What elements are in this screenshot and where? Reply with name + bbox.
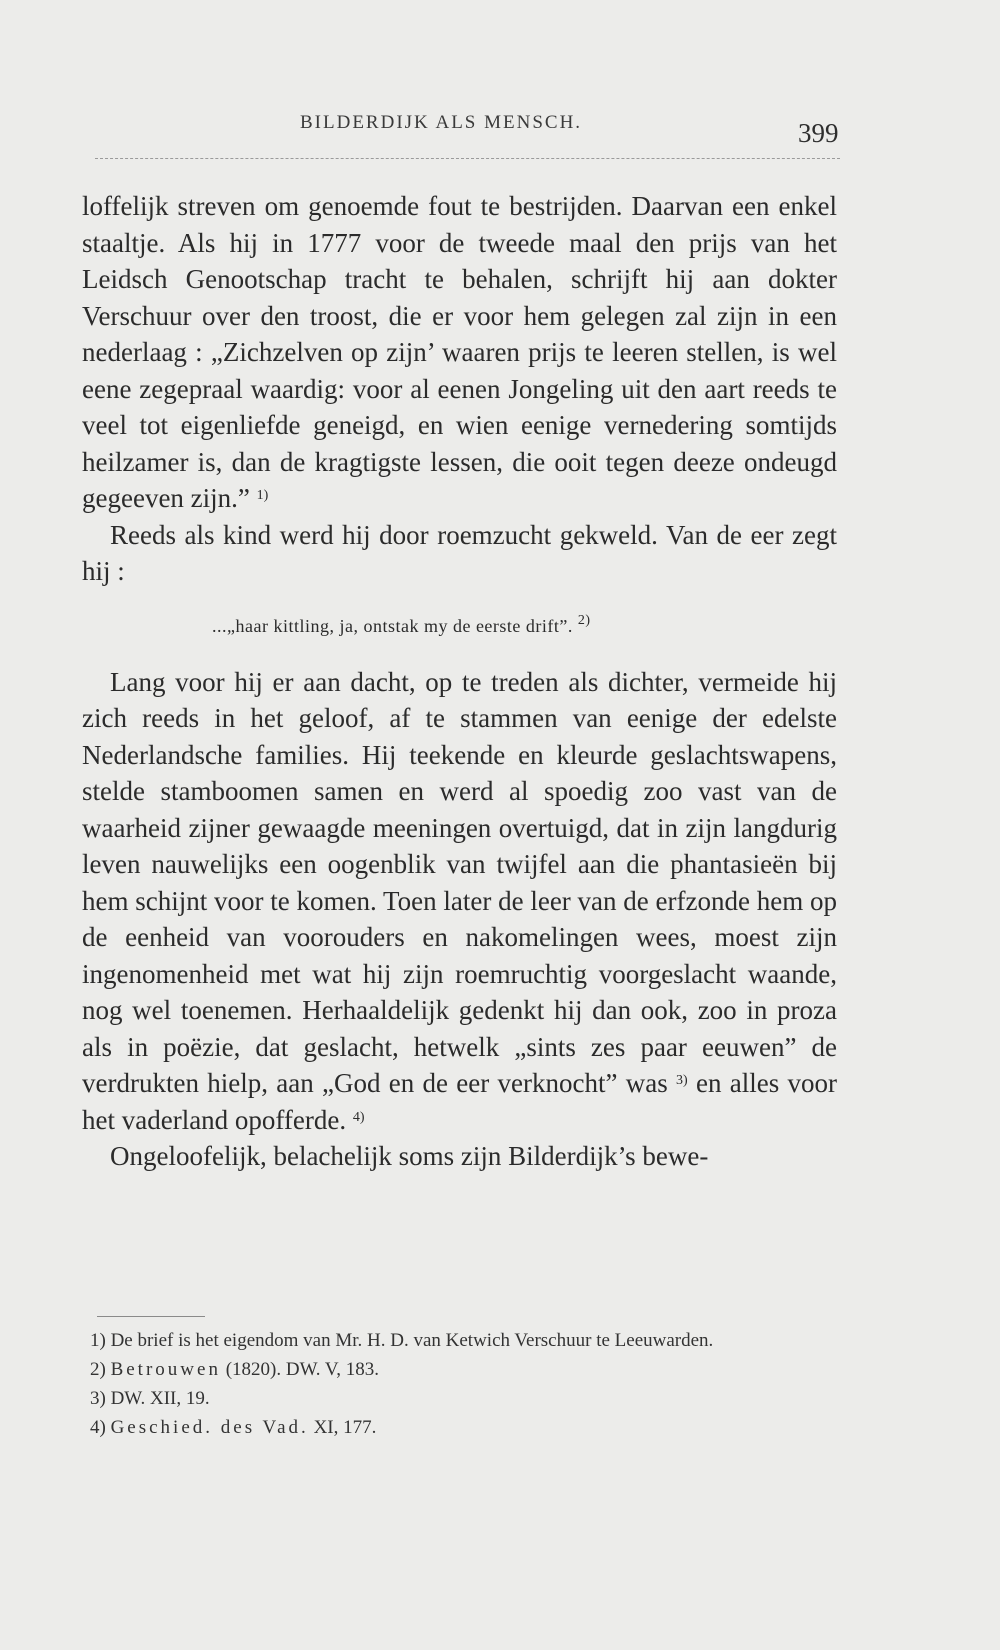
- footnotes: [66, 1326, 836, 1442]
- paragraph-1: [82, 188, 837, 517]
- footnote-4: [66, 1413, 836, 1442]
- verse-quote-text: ...„haar kittling, ja, ontstak my de eerste drift”.: [212, 615, 573, 636]
- footnote-ref-2: 2): [577, 612, 591, 628]
- paragraph-1-text: loffelijk streven om genoemde fout te bestrijden. Daarvan een enkel staaltje. Als hij in 1777 voor de tweede maal den prijs van het Leidsch Genootschap tracht te behalen, schrijft hij aan dokter Verschuur over den troost, die er voor hem gelegen zal zijn in een nederlaag : „Zichzelven op zijn’ waaren prijs te leeren stellen, is wel eene zegepraal waardig: voor al eenen Jongeling uit den aart reeds te veel tot eigenliefde geneigd, en wien eenige vernedering somtijds heilzamer is, dan de kragtigste lessen, die ooit tegen deeze ondeugd gegeeven zijn.”: [82, 191, 837, 513]
- footnote-2: [66, 1355, 836, 1384]
- page-number: 399: [798, 118, 839, 148]
- footnote-mark: 1): [90, 1330, 106, 1351]
- running-title: BILDERDIJK ALS MENSCH.: [300, 112, 583, 133]
- verse-quote: [212, 612, 837, 640]
- footnote-text: (1820). DW. V, 183.: [225, 1359, 379, 1380]
- footnote-1: [66, 1326, 836, 1355]
- footnote-text: XI, 177.: [313, 1417, 377, 1438]
- footnote-ref-4: 4): [352, 1109, 365, 1125]
- header-rule: [95, 158, 840, 159]
- body-text: [82, 188, 837, 1175]
- footnote-text: De brief is het eigendom van Mr. H. D. van Ketwich Verschuur te Leeuwarden.: [110, 1330, 714, 1351]
- footnote-mark: 2): [90, 1359, 106, 1380]
- footnote-title: Geschied. des Vad.: [110, 1417, 309, 1438]
- footnote-mark: 4): [90, 1417, 106, 1438]
- paragraph-2: Reeds als kind werd hij door roemzucht gekweld. Van de eer zegt hij :: [82, 519, 837, 586]
- footnote-rule: [97, 1316, 205, 1317]
- paragraph-3: [82, 664, 837, 1139]
- footnote-title: Betrouwen: [110, 1359, 221, 1380]
- paragraph-4: Ongeloofelijk, belachelijk soms zijn Bilderdijk’s bewe-: [110, 1141, 709, 1171]
- paragraph-3-tail: en alles voor het vaderland opofferde.: [82, 1068, 837, 1135]
- footnote-ref-3: 3): [676, 1073, 688, 1088]
- footnote-3: [66, 1384, 836, 1413]
- footnote-ref-1: 1): [256, 488, 269, 503]
- paragraph-3-text: Lang voor hij er aan dacht, op te treden als dichter, vermeide hij zich reeds in het geloof, af te stammen van eenige der edelste Nederlandsche families. Hij teekende en kleurde geslachtswapens, stelde stamboomen samen en werd al spoedig zoo vast van de waarheid zijner gewaagde meeningen overtuigd, dat in zijn langdurig leven nauwelijks een oogenblik van twijfel aan die phantasieën bij hem schijnt voor te komen. Toen later de leer van de erfzonde hem op de eenheid van voorouders en nakomelingen wees, moest zijn ingenomenheid met wat hij zijn roemruchtig voorgeslacht waande, nog wel toenemen. Herhaaldelijk gedenkt hij dan ook, zoo in proza als in poëzie, dat geslacht, hetwelk „sints zes paar eeuwen” de verdrukten hielp, aan „God en de eer verknocht” was: [82, 666, 837, 1098]
- footnote-text: DW. XII, 19.: [110, 1388, 210, 1409]
- footnote-mark: 3): [90, 1388, 106, 1409]
